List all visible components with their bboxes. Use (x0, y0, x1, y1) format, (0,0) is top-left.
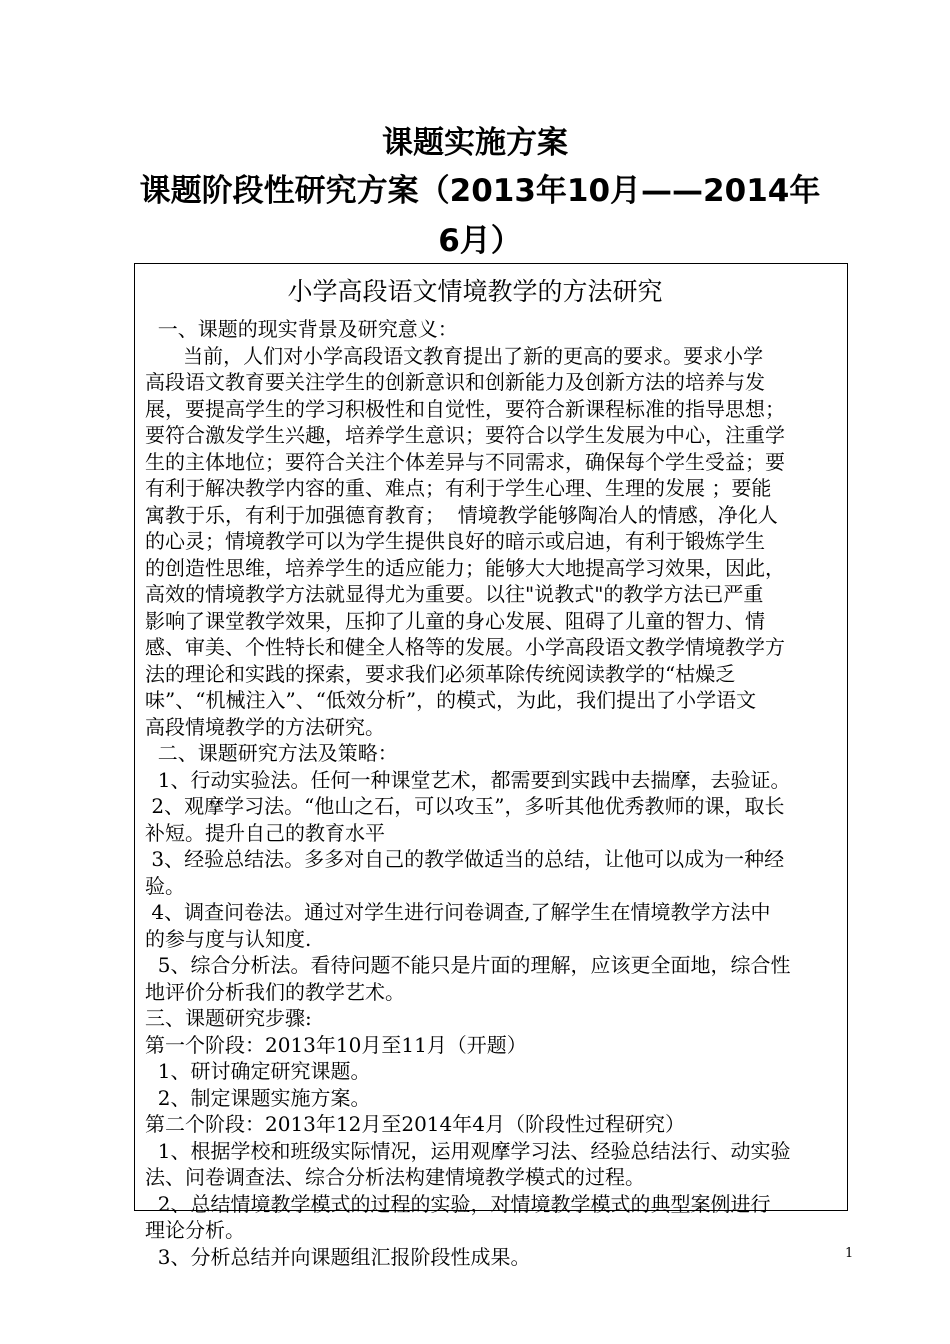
text-line: 三、课题研究步骤: (145, 1006, 312, 1030)
text-line: 验。 (145, 873, 185, 898)
text-line: 第二个阶段：2013年12月至2014年4月（阶段性过程研究） (145, 1112, 685, 1136)
text-line: 影响了课堂教学效果，压抑了儿童的身心发展、阻碍了儿童的智力、情 (145, 608, 765, 633)
box-heading: 小学高段语文情境教学的方法研究 (287, 277, 663, 306)
page-subtitle: 课题阶段性研究方案（2013年10月——2014年6月） (139, 173, 821, 259)
text-line: 高效的情境教学方法就显得尤为重要。以往"说教式"的教学方法已严重 (145, 582, 764, 606)
text-line: 展，要提高学生的学习积极性和自觉性，要符合新课程标准的指导思想； (145, 396, 785, 421)
text-line: 补短。提升自己的教育水平 (145, 820, 385, 845)
text-line: 有利于解决教学内容的重、难点；有利于学生心理、生理的发展 ；要能 (145, 476, 772, 500)
body-text (145, 316, 840, 1270)
text-line: 一、课题的现实背景及研究意义： (145, 317, 458, 341)
text-line: 第一个阶段：2013年10月至11月（开题） (145, 1032, 527, 1057)
page-number: 1 (845, 1246, 854, 1261)
text-line: 二、课题研究方法及策略： (145, 741, 398, 765)
text-line: 理论分析。 (145, 1218, 245, 1242)
text-line: 要符合激发学生兴趣，培养学生意识；要符合以学生发展为中心，注重学 (145, 423, 785, 447)
text-line: 1、根据学校和班级实际情况，运用观摩学习法、经验总结法行、动实验 (145, 1138, 791, 1163)
text-line: 3、经验总结法。多多对自己的教学做适当的总结，让他可以成为一种经 (145, 847, 785, 871)
text-line: 当前，人们对小学高段语文教育提出了新的更高的要求。要求小学 (145, 343, 764, 368)
text-line: 2、制定课题实施方案。 (145, 1085, 371, 1110)
text-line: 2、观摩学习法。“他山之石，可以攻玉”，多听其他优秀教师的课，取长 (145, 794, 785, 818)
text-line: 4、调查问卷法。通过对学生进行问卷调查,了解学生在情境教学方法中 (145, 900, 771, 924)
text-line: 法、问卷调查法、综合分析法构建情境教学模式的过程。 (145, 1165, 645, 1189)
text-line: 5、综合分析法。看待问题不能只是片面的理解，应该更全面地，综合性 (145, 953, 791, 977)
text-line: 1、研讨确定研究课题。 (145, 1059, 371, 1083)
text-line: 的创造性思维，培养学生的适应能力；能够大大地提高学习效果，因此， (145, 555, 785, 580)
text-line: 的参与度与认知度. (145, 926, 312, 951)
text-line: 的心灵；情境教学可以为学生提供良好的暗示或启迪，有利于锻炼学生 (145, 529, 765, 553)
text-line: 2、总结情境教学模式的过程的实验，对情境教学模式的典型案例进行 (145, 1191, 771, 1216)
text-line: 高段情境教学的方法研究。 (145, 714, 385, 739)
page-title: 课题实施方案 (382, 125, 568, 161)
text-line: 法的理论和实践的探索，要求我们必须革除传统阅读教学的“枯燥乏 (145, 661, 736, 686)
text-line: 高段语文教育要关注学生的创新意识和创新能力及创新方法的培养与发 (145, 370, 765, 394)
text-line: 3、分析总结并向课题组汇报阶段性成果。 (145, 1244, 531, 1269)
text-line: 味”、“机械注入”、“低效分析”，的模式，为此，我们提出了小学语文 (145, 688, 757, 712)
text-line: 寓教于乐，有利于加强德育教育； 情境教学能够陶冶人的情感，净化人 (145, 502, 778, 527)
text-line: 地评价分析我们的教学艺术。 (145, 979, 405, 1004)
text-line: 1、行动实验法。任何一种课堂艺术，都需要到实践中去揣摩，去验证。 (145, 767, 791, 792)
text-line: 感、审美、个性特长和健全人格等的发展。小学高段语文教学情境教学方 (145, 635, 785, 659)
text-line: 生的主体地位；要符合关注个体差异与不同需求，确保每个学生受益；要 (145, 449, 785, 474)
